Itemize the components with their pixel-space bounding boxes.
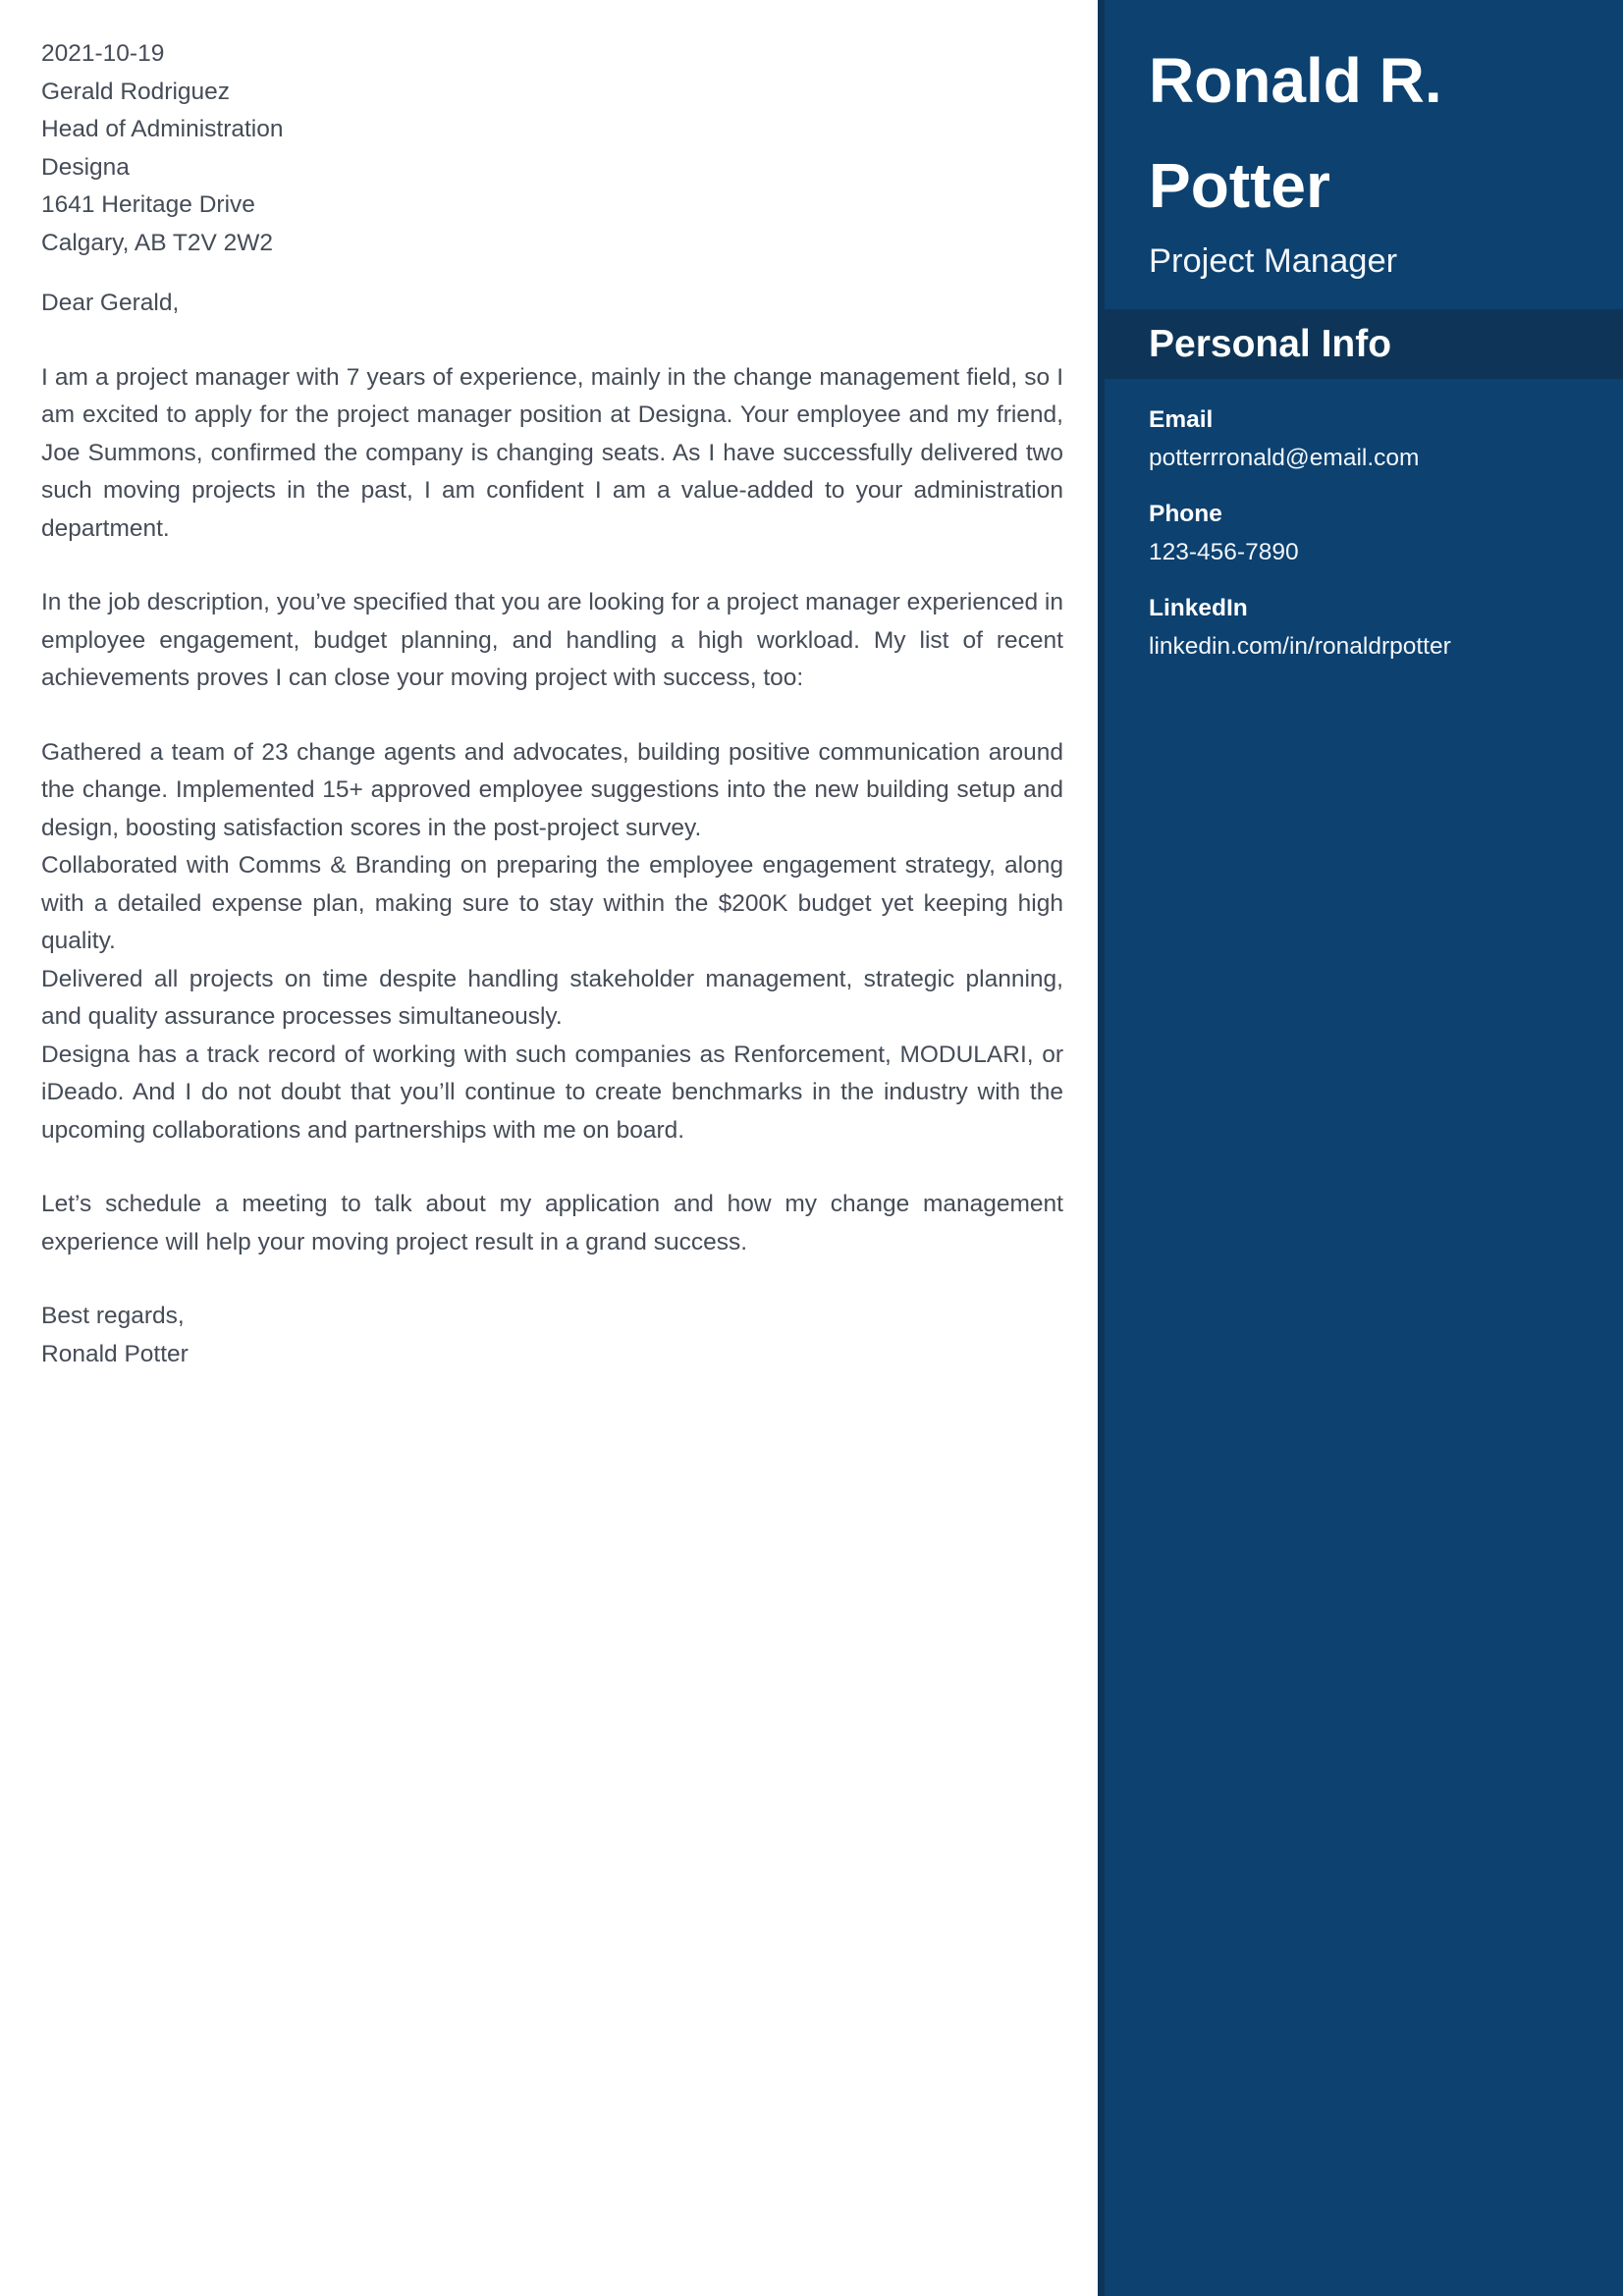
achievement-item: Delivered all projects on time despite handling stakeholder management, strategic planning, and quality assurance processes simultaneously. [41, 965, 1063, 1030]
email-value: potterrronald@email.com [1149, 444, 1420, 471]
letter-paragraph-intro: I am a project manager with 7 years of experience, mainly in the change management field, so I am excited to apply for the project manager position at Designa. Your employee and my friend, Joe Summons, confirmed the company is changing seats. As I have successfully delivered two such moving projects in the past, I am confident I am a value-added to your administration department. [41, 363, 1063, 542]
achievements-block [41, 734, 1063, 1150]
linkedin-label: LinkedIn [1149, 595, 1248, 621]
achievement-item: Collaborated with Comms & Branding on preparing the employee engagement strategy, along with a detailed expense plan, making sure to stay within the $200K budget yet keeping high quality. [41, 852, 1063, 954]
personal-info-section-header [1105, 309, 1623, 379]
signoff-block [41, 1298, 1063, 1373]
contact-item-linkedin [1149, 590, 1594, 666]
recipient-street: 1641 Heritage Drive [41, 191, 255, 218]
candidate-name: Ronald R. Potter [1149, 45, 1442, 221]
sidebar [1098, 0, 1623, 2296]
letter-body [41, 35, 1063, 1373]
signoff-text: Best regards, [41, 1303, 185, 1329]
achievement-item: Gathered a team of 23 change agents and advocates, building positive communication around the change. Implemented 15+ approved employee suggestions into the new building setup and design, boosting satisfaction scores in the post-project survey. [41, 738, 1063, 841]
signature-name: Ronald Potter [41, 1340, 189, 1367]
recipient-city: Calgary, AB T2V 2W2 [41, 229, 274, 256]
personal-info-title: Personal Info [1149, 322, 1392, 365]
contact-item-phone [1149, 496, 1594, 571]
salutation: Dear Gerald, [41, 290, 180, 316]
email-label: Email [1149, 406, 1214, 433]
linkedin-value: linkedin.com/in/ronaldrpotter [1149, 632, 1451, 660]
letter-date: 2021-10-19 [41, 40, 165, 67]
letter-paragraph-closing: Let’s schedule a meeting to talk about my application and how my change management experience will help your moving project result in a grand success. [41, 1191, 1063, 1255]
letter-paragraph-job-description: In the job description, you’ve specified that you are looking for a project manager experienced in employee engagement, budget planning, and handling a high workload. My list of recent achievements proves I can close your moving project with success, too: [41, 589, 1063, 691]
phone-value: 123-456-7890 [1149, 538, 1299, 565]
recipient-company: Designa [41, 153, 130, 181]
candidate-job-title: Project Manager [1149, 242, 1398, 280]
contact-list [1105, 379, 1623, 666]
recipient-name: Gerald Rodriguez [41, 78, 231, 105]
recipient-address-block [41, 35, 1063, 262]
contact-item-email [1149, 401, 1594, 477]
recipient-role: Head of Administration [41, 116, 284, 142]
phone-label: Phone [1149, 501, 1222, 527]
achievement-item: Designa has a track record of working with such companies as Renforcement, MODULARI, or iDeado. And I do not doubt that you’ll continue to create benchmarks in the industry with the upcoming collaborations and partnerships with me on board. [41, 1041, 1063, 1144]
